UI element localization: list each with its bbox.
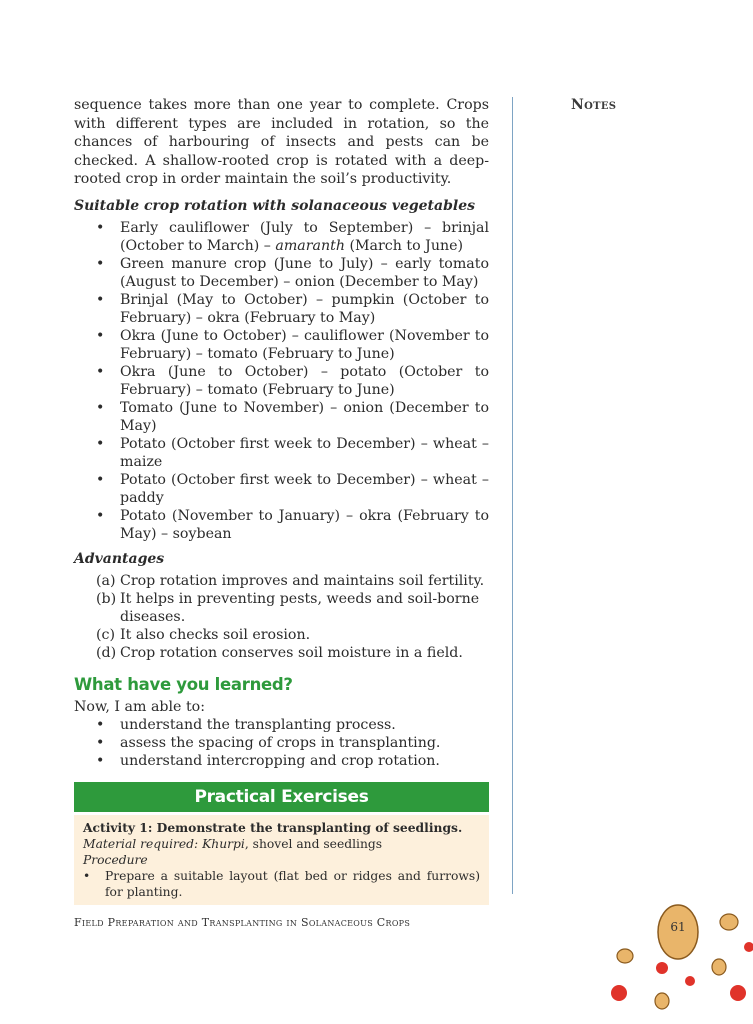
rotation-item: • Green manure crop (June to July) – early tomato (August to December) – onion (December to May): [96, 256, 489, 290]
procedure-label: Procedure: [83, 853, 148, 867]
bullet: •: [96, 717, 105, 733]
bullet: •: [83, 869, 91, 883]
bullet: •: [96, 292, 105, 308]
rotation-item: • Potato (October first week to December) – wheat – maize: [96, 436, 489, 470]
potato-icon: [720, 914, 738, 930]
tomato-icon: [730, 985, 746, 1001]
rotation-item: • Brinjal (May to October) – pumpkin (October to February) – okra (February to May): [96, 292, 489, 326]
practical-exercises-banner: Practical Exercises: [74, 782, 489, 812]
learned-item: • understand the transplanting process.: [96, 717, 396, 733]
bullet: •: [96, 220, 105, 236]
rotation-item: • Early cauliflower (July to September) – brinjal (October to March) – amaranth (March to June): [96, 220, 489, 254]
learned-heading: What have you learned?: [74, 675, 293, 694]
crop-name-em: amaranth: [275, 238, 345, 254]
intro-paragraph: sequence takes more than one year to complete. Crops with different types are included in rotation, so the chances of harbouring of insects and pests can be checked. A shallow-rooted crop is rotated with a deep-rooted crop in order maintain the soil’s productivity.: [74, 97, 489, 187]
potato-icon: [617, 949, 633, 963]
margin-divider: [512, 97, 513, 894]
rotation-item: • Okra (June to October) – cauliflower (November to February) – tomato (February to June): [96, 328, 489, 362]
advantage-item: (b) It helps in preventing pests, weeds and soil-borne diseases.: [96, 591, 480, 625]
advantage-item: (a) Crop rotation improves and maintains soil fertility.: [96, 573, 485, 589]
bullet: •: [96, 753, 105, 769]
rotation-item: • Potato (November to January) – okra (February to May) – soybean: [96, 508, 489, 542]
bullet: •: [96, 328, 105, 344]
activity-box: [74, 815, 489, 905]
bullet: •: [96, 436, 105, 452]
bullet: •: [96, 364, 105, 380]
vegetable-decoration: [590, 895, 753, 1024]
bullet: •: [96, 400, 105, 416]
rotation-list: [74, 219, 489, 543]
advantages-heading: Advantages: [74, 551, 165, 567]
rotation-item: • Tomato (June to November) – onion (December to May): [96, 400, 489, 434]
advantage-item: (d) Crop rotation conserves soil moisture in a field.: [96, 645, 463, 661]
tomato-icon: [685, 976, 695, 986]
potato-icon: [712, 959, 726, 975]
advantage-item: (c) It also checks soil erosion.: [96, 627, 311, 643]
tomato-icon: [744, 942, 753, 952]
learned-intro: Now, I am able to:: [74, 699, 205, 715]
bullet: •: [96, 472, 105, 488]
advantages-list: [74, 572, 494, 662]
activity-title: Activity 1: Demonstrate the transplanting of seedlings.: [83, 820, 463, 835]
material-line: Material required: Khurpi, shovel and seedlings: [83, 837, 383, 851]
rotation-item: • Okra (June to October) – potato (October to February) – tomato (February to June): [96, 364, 489, 398]
running-footer: Field Preparation and Transplanting in Solanaceous Crops: [74, 916, 411, 929]
notes-label: Notes: [571, 97, 617, 113]
tomato-icon: [656, 962, 668, 974]
learned-item: • understand intercropping and crop rotation.: [96, 753, 440, 769]
page-number: 61: [670, 920, 686, 934]
bullet: •: [96, 256, 105, 272]
potato-icon: [655, 993, 669, 1009]
procedure-step: • Prepare a suitable layout (flat bed or ridges and furrows) for planting.: [83, 869, 480, 899]
tomato-icon: [611, 985, 627, 1001]
bullet: •: [96, 508, 105, 524]
rotation-item: • Potato (October first week to December) – wheat – paddy: [96, 472, 489, 506]
learned-list: [74, 716, 494, 770]
learned-item: • assess the spacing of crops in transplanting.: [96, 735, 441, 751]
bullet: •: [96, 735, 105, 751]
rotation-heading: Suitable crop rotation with solanaceous vegetables: [74, 198, 475, 214]
